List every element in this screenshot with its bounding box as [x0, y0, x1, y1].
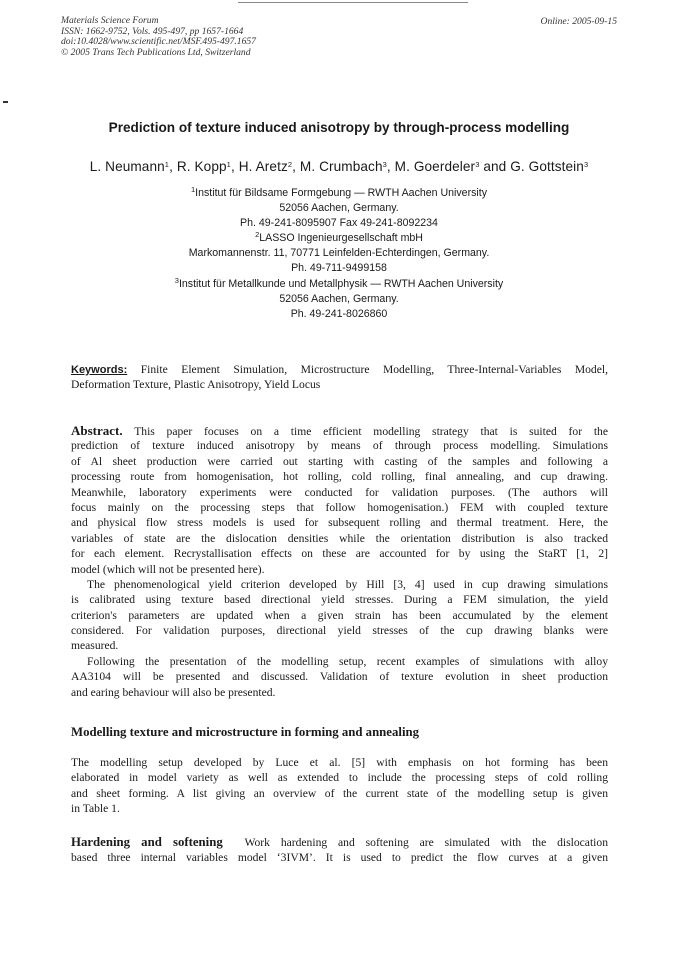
abstract-line: The phenomenological yield criterion developed by Hill [3, 4] used in cup drawing simulations [87, 577, 608, 591]
body-line: elaborated in model variety as well as extended to include the processing steps of cold rolling [71, 771, 608, 785]
abstract-line: This paper focuses on a time efficient modelling strategy that is suited for the [134, 425, 608, 438]
abstract-line: model (which will not be presented here). [71, 562, 265, 576]
subsection-body [71, 835, 608, 866]
body-line: and sheet forming. A list giving an overview of the current state of the modelling setup is given [71, 786, 608, 800]
keywords-text: Deformation Texture, Plastic Anisotropy, Yield Locus [71, 378, 321, 392]
affiliation-line: $^3$Institut für Metallkunde und Metallphysik — RWTH Aachen University [174, 275, 504, 290]
affiliation-line: Ph. 49-241-8026860 [290, 307, 388, 320]
issn-line: ISSN: 1662-9752, Vols. 495-497, pp 1657-1664 [61, 25, 244, 37]
affiliation-line: Ph. 49-711-9499158 [291, 262, 387, 275]
affiliation-line: $^1$Institut für Bildsame Formgebung — RWTH Aachen University [190, 185, 487, 199]
author-affil-sup: 3 [382, 160, 387, 169]
author-name: G. Gottstein [510, 159, 584, 174]
author-affil-sup: 3 [475, 160, 480, 169]
author-name: M. Goerdeler [394, 159, 476, 174]
abstract-line: of Al sheet production were carried out starting with casting of the samples and following a [71, 454, 608, 468]
top-rule [238, 2, 468, 3]
affil-sup: 2 [255, 230, 260, 240]
abstract-label: Abstract. [71, 423, 123, 438]
author-name: M. Crumbach [299, 159, 383, 174]
abstract-line: measured. [71, 639, 119, 653]
abstract-block [71, 423, 608, 700]
paper-title: Prediction of texture induced anisotropy by through-process modelling [108, 120, 570, 135]
body-line: in Table 1. [71, 802, 120, 816]
keywords-label: Keywords: [71, 364, 128, 376]
affiliation-line: Markomannenstr. 11, 70771 Leinfelden-Echterdingen, Germany. [188, 247, 490, 260]
author-name: R. Kopp [176, 159, 227, 174]
doi-line[interactable]: doi:10.4028/www.scientific.net/MSF.495-497.1657 [61, 36, 256, 48]
body-line: The modelling setup developed by Luce et al. [5] with emphasis on hot forming has been [71, 756, 608, 769]
abstract-line: for each element. Recrystallisation effects on these are accounted for by using the StaRT [1, 2] [71, 547, 608, 561]
journal-name: Materials Science Forum [61, 15, 159, 26]
author-list: L. Neumann$^1$, R. Kopp$^1$, H. Aretz$^2$, M. Crumbach$^3$, M. Goerdeler$^3$ and G. Gottstein$^3$ [89, 159, 589, 174]
copyright-line: © 2005 Trans Tech Publications Ltd, Switzerland [61, 46, 251, 58]
abstract-line: AA3104 will be presented and discussed. Validation of texture evolution in sheet production [71, 670, 608, 684]
abstract-line: focus mainly on the processing steps that follow homogenisation.) FEM with coupled texture [71, 500, 608, 514]
abstract-line: prediction of texture induced anisotropy by means of through process modelling. Simulations [71, 439, 608, 453]
journal-header [61, 16, 256, 58]
affil-sup: 1 [190, 185, 196, 194]
abstract-line: criterion's parameters are updated when a given strain has been accumulated by the element [71, 608, 608, 622]
section-heading: Modelling texture and microstructure in forming and annealing [71, 725, 420, 739]
keywords-block [71, 362, 608, 393]
abstract-line: processing route from homogenisation, hot rolling, cold rolling, final annealing, and cup drawing. [71, 470, 608, 484]
abstract-line: Following the presentation of the modelling setup, recent examples of simulations with alloy [87, 654, 608, 668]
margin-mark [3, 101, 8, 103]
keywords-text: Finite Element Simulation, Microstructure Modelling, Three-Internal-Variables Model, [140, 363, 608, 376]
body-line: Work hardening and softening are simulated with the dislocation [244, 836, 608, 849]
affil-sup: 3 [174, 275, 179, 285]
body-line: based three internal variables model ‘3IVM’. It is used to predict the flow curves at a given [71, 851, 608, 865]
author-name: L. Neumann [89, 159, 165, 174]
abstract-line: is calibrated using texture based directional yield stresses. During a FEM simulation, the yield [71, 593, 608, 607]
author-name: H. Aretz [238, 159, 288, 174]
online-date: Online: 2005-09-15 [540, 16, 617, 27]
abstract-line: Meanwhile, laboratory experiments were conducted for validation purposes. (The authors will [71, 485, 608, 499]
affiliation-line: $^2$LASSO Ingenieurgesellschaft mbH [255, 230, 423, 245]
affiliation-line: Ph. 49-241-8095907 Fax 49-241-8092234 [240, 217, 438, 230]
subsection-heading: Hardening and softening [71, 835, 223, 849]
author-affil-sup: 1 [226, 160, 231, 169]
abstract-line: and earing behaviour will also be presented. [71, 685, 276, 699]
section-body [71, 755, 608, 817]
affiliation-line: 52056 Aachen, Germany. [279, 292, 399, 305]
abstract-line: and physical flow stress models is used for subsequent rolling and thermal treatment. Here, the [71, 516, 608, 530]
author-affil-sup: 2 [287, 160, 293, 169]
author-affil-sup: 1 [164, 160, 170, 169]
affiliations [0, 186, 678, 322]
abstract-line: considered. For validation purposes, directional yield stresses of the cup drawing blanks were [71, 624, 608, 638]
author-conjunction: and [483, 159, 507, 174]
author-affil-sup: 3 [583, 160, 589, 169]
abstract-line: variables of state are the dislocation densities while the orientation distribution is also tracked [71, 531, 608, 545]
affiliation-line: 52056 Aachen, Germany. [279, 202, 399, 215]
